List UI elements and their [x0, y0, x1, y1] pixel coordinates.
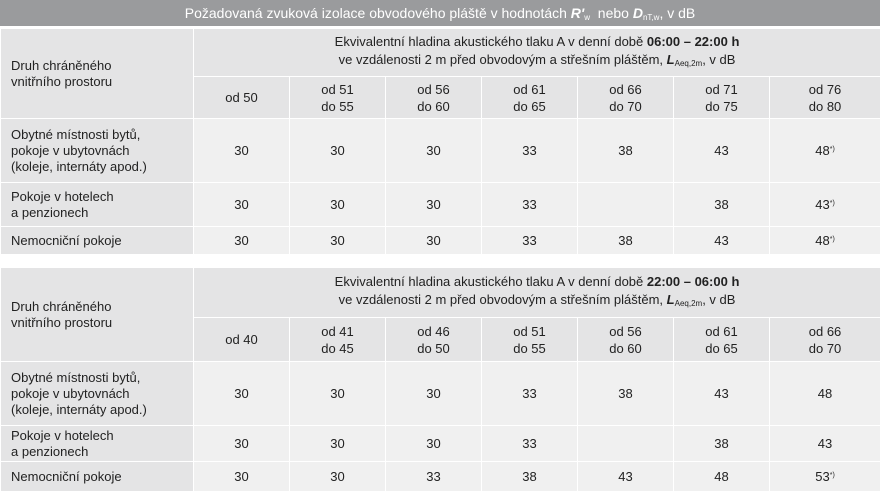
value-cell: 30	[290, 426, 386, 462]
value-cell: 33	[386, 462, 482, 492]
table-row	[1, 227, 880, 255]
title-suffix: , v dB	[659, 5, 696, 21]
room-type-label: Obytné místnosti bytů, pokoje v ubytovnách (koleje, internáty apod.)	[1, 362, 194, 426]
range-cell: od 46 do 50	[386, 318, 482, 362]
value-cell: 48*)	[770, 227, 880, 255]
title-d-symbol: D	[632, 5, 643, 21]
range-cell: od 71 do 75	[674, 77, 770, 119]
table-row	[1, 462, 880, 492]
range-cell: od 76 do 80	[770, 77, 880, 119]
value-cell: 38	[578, 119, 674, 183]
title-r-symbol: R'	[570, 5, 585, 21]
value-cell: 33	[482, 426, 578, 462]
value-cell: 30	[194, 183, 290, 227]
value-cell: 43*)	[770, 183, 880, 227]
range-cell: od 51 do 55	[482, 318, 578, 362]
value-cell: 33	[482, 362, 578, 426]
value-cell: 30	[194, 462, 290, 492]
value-cell	[578, 426, 674, 462]
value-cell: 30	[194, 119, 290, 183]
value-cell: 30	[194, 227, 290, 255]
range-cell: od 56 do 60	[386, 77, 482, 119]
range-cell: od 51 do 55	[290, 77, 386, 119]
value-cell: 30	[386, 183, 482, 227]
row-header-label: Druh chráněného vnitřního prostoru	[1, 29, 194, 119]
time-range: 22:00 – 06:00 h	[646, 273, 740, 289]
value-cell: 43	[674, 227, 770, 255]
value-cell: 30	[386, 362, 482, 426]
table-title	[0, 0, 880, 26]
range-cell: od 41 do 45	[290, 318, 386, 362]
table-row	[1, 183, 880, 227]
value-cell: 30	[290, 362, 386, 426]
value-cell: 30	[194, 426, 290, 462]
title-prefix: Požadovaná zvuková izolace obvodového pláště v hodnotách	[184, 5, 571, 21]
value-cell: 30	[194, 362, 290, 426]
value-cell	[578, 183, 674, 227]
value-cell: 33	[482, 227, 578, 255]
range-cell: od 61 do 65	[482, 77, 578, 119]
time-range: 06:00 – 22:00 h	[646, 33, 740, 49]
value-cell: 30	[290, 119, 386, 183]
room-type-label: Pokoje v hotelech a penzionech	[1, 426, 194, 462]
room-type-label: Pokoje v hotelech a penzionech	[1, 183, 194, 227]
value-cell: 30	[386, 426, 482, 462]
room-type-label: Nemocniční pokoje	[1, 227, 194, 255]
value-cell: 30	[290, 183, 386, 227]
table-row	[1, 426, 880, 462]
value-cell: 30	[290, 462, 386, 492]
value-cell: 43	[674, 119, 770, 183]
range-cell: od 66 do 70	[578, 77, 674, 119]
table-row	[1, 119, 880, 183]
value-cell: 38	[578, 227, 674, 255]
row-header-label: Druh chráněného vnitřního prostoru	[1, 268, 194, 362]
value-cell: 38	[482, 462, 578, 492]
value-cell: 53*)	[770, 462, 880, 492]
value-cell: 38	[674, 426, 770, 462]
title-r-sub: w	[584, 13, 591, 22]
table-row	[1, 362, 880, 426]
footnote-mark: *)	[829, 200, 835, 207]
room-type-label: Nemocniční pokoje	[1, 462, 194, 492]
value-cell: 30	[386, 119, 482, 183]
level-header: Ekvivalentní hladina akustického tlaku A v denní době 06:00 – 22:00 h ve vzdálenosti 2 m před obvodovým a střešním pláštěm, $L_{Aeq,2m}$, v dB	[194, 29, 880, 77]
range-cell: od 50	[194, 77, 290, 119]
title-d-sub: nT,w	[642, 13, 660, 22]
level-header-line1: Ekvivalentní hladina akustického tlaku A v denní době	[334, 33, 647, 49]
value-cell: 38	[674, 183, 770, 227]
value-cell: 43	[674, 362, 770, 426]
value-cell: 48	[770, 362, 880, 426]
range-cell: od 40	[194, 318, 290, 362]
range-cell: od 61 do 65	[674, 318, 770, 362]
room-type-label: Obytné místnosti bytů, pokoje v ubytovnách (koleje, internáty apod.)	[1, 119, 194, 183]
range-cell: od 66 do 70	[770, 318, 880, 362]
range-cell: od 56 do 60	[578, 318, 674, 362]
value-cell: 43	[770, 426, 880, 462]
footnote-mark: *)	[829, 472, 835, 479]
value-cell: 30	[386, 227, 482, 255]
value-cell: 33	[482, 119, 578, 183]
level-header-line1: Ekvivalentní hladina akustického tlaku A v denní době	[334, 273, 647, 289]
day-table	[0, 28, 880, 255]
title-mid: nebo	[590, 5, 633, 21]
footnote-mark: *)	[829, 236, 835, 243]
night-table	[0, 267, 880, 492]
footnote-mark: *)	[829, 146, 835, 153]
level-header: Ekvivalentní hladina akustického tlaku A v denní době 22:00 – 06:00 h ve vzdálenosti 2 m před obvodovým a střešním pláštěm, $L_{Aeq,2m}$, v dB	[194, 268, 880, 318]
value-cell: 30	[290, 227, 386, 255]
value-cell: 33	[482, 183, 578, 227]
value-cell: 38	[578, 362, 674, 426]
value-cell: 43	[578, 462, 674, 492]
value-cell: 48*)	[770, 119, 880, 183]
value-cell: 48	[674, 462, 770, 492]
